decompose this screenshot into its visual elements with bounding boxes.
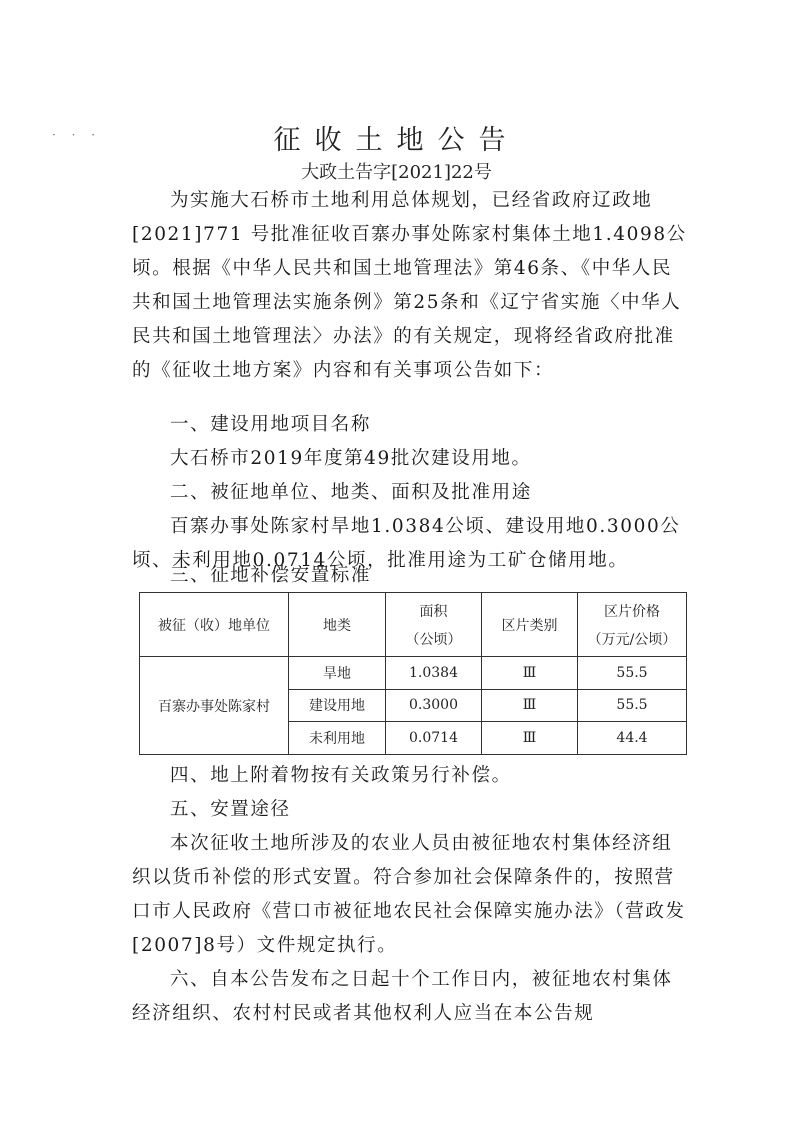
section1-heading: 一、建设用地项目名称: [170, 414, 372, 435]
section5-body: 本次征收土地所涉及的农业人员由被征地农村集体经济组织以货币补偿的形式安置。符合参加社会保障条件的，按照营口市人民政府《营口市被征地农民社会保障实施办法》（营政发[2007]8号）文件规定执行。: [132, 833, 686, 956]
table-row: [140, 657, 687, 690]
header-unit: 被征（收）地单位: [140, 593, 289, 657]
cell-price: 55.5: [578, 689, 687, 722]
header-area-line1: 面积: [419, 603, 448, 620]
header-price: [578, 593, 687, 657]
header-price-line1: 区片价格: [604, 603, 660, 620]
page-title: 征收土地公告: [273, 125, 520, 156]
section5-heading: 五、安置途径: [170, 799, 291, 820]
section2-body: 百寨办事处陈家村旱地1.0384公顷、建设用地0.3000公顷、未利用地0.0714公顷，批准用途为工矿仓储用地。: [132, 516, 681, 571]
header-land-type: 地类: [289, 593, 386, 657]
header-area-line2: （公顷）: [405, 631, 462, 648]
section3-heading: 三、征地补偿安置标准: [170, 565, 372, 586]
section4-text: 四、地上附着物按有关政策另行补偿。: [170, 765, 512, 786]
cell-zone: Ⅲ: [482, 657, 578, 690]
table-header-row: [140, 593, 687, 657]
cell-area: 1.0384: [386, 657, 482, 690]
header-price-line2: （万元/公顷）: [587, 631, 677, 648]
header-area: [386, 593, 482, 657]
cell-zone: Ⅲ: [482, 689, 578, 722]
cell-unit-name: 百寨办事处陈家村: [140, 657, 289, 755]
cell-area: 0.0714: [386, 722, 482, 755]
intro-paragraph: 为实施大石桥市土地利用总体规划，已经省政府辽政地[2021]771 号批准征收百寨办事处陈家村集体土地1.4098公顷。根据《中华人民共和国土地管理法》第46条、《中华人民共和国土地管理法实施条例》第25条和《辽宁省实施〈中华人民共和国土地管理法〉办法》的有关规定，现将经省政府批准的《征收土地方案》内容和有关事项公告如下：: [132, 190, 687, 381]
section2-heading: 二、被征地单位、地类、面积及批准用途: [170, 482, 532, 503]
scan-marks: · · ·: [52, 128, 102, 142]
cell-land-type: 旱地: [289, 657, 386, 690]
cell-zone: Ⅲ: [482, 722, 578, 755]
cell-area: 0.3000: [386, 689, 482, 722]
section6-body: 六、自本公告发布之日起十个工作日内，被征地农村集体经济组织、农村村民或者其他权利人应当在本公告规: [132, 969, 673, 1024]
cell-land-type: 建设用地: [289, 689, 386, 722]
cell-price: 55.5: [578, 657, 687, 690]
header-zone: 区片类别: [482, 593, 578, 657]
document-number: 大政土告字[2021]22号: [301, 162, 492, 183]
compensation-table: [139, 592, 687, 755]
section1-body: 大石桥市2019年度第49批次建设用地。: [170, 448, 532, 469]
cell-price: 44.4: [578, 722, 687, 755]
cell-land-type: 未利用地: [289, 722, 386, 755]
